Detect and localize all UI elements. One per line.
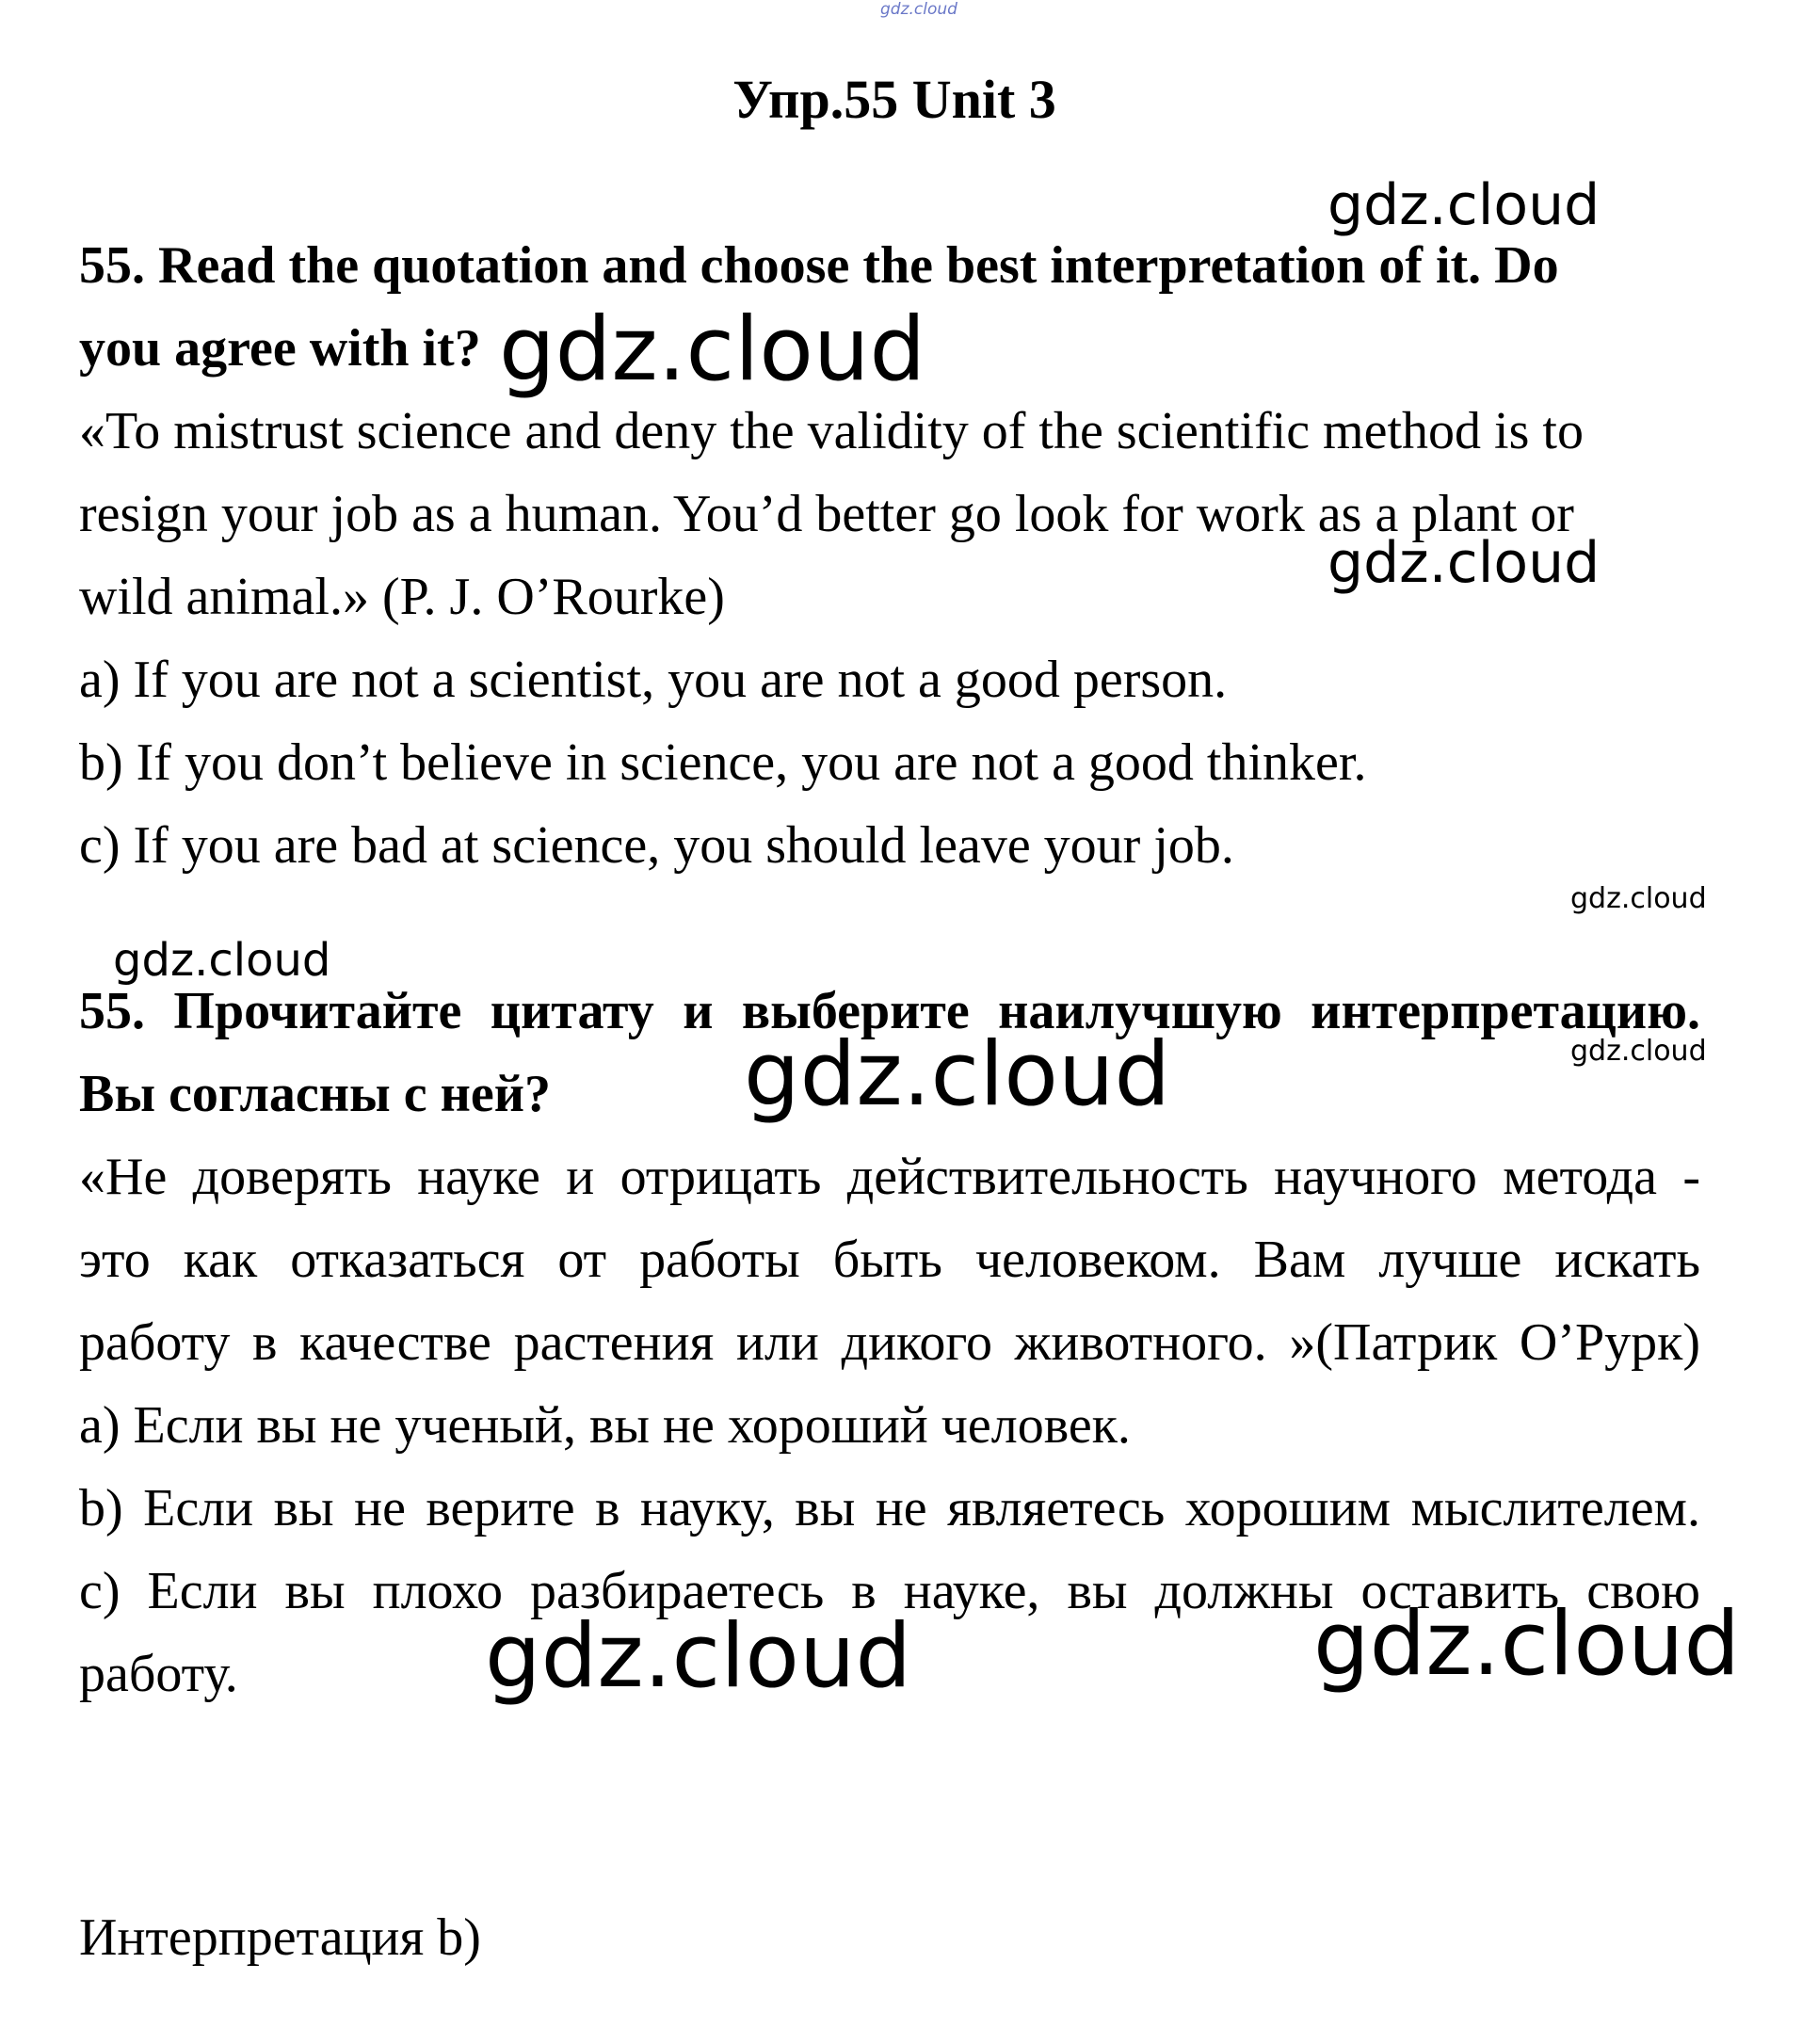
english-option-a: a) If you are not a scientist, you are not a good person. bbox=[79, 651, 1228, 709]
watermark-9: gdz.cloud bbox=[1313, 1593, 1741, 1696]
russian-quote-line-3: работу в качестве растения или дикого животного. »(Патрик О’Рурк) bbox=[79, 1313, 1700, 1372]
russian-option-c-line-1: c) Если вы плохо разбираетесь в науке, вы должны оставить свою bbox=[79, 1562, 1700, 1620]
russian-task-line-2: Вы согласны с ней? bbox=[79, 1065, 552, 1123]
russian-option-c-line-2: работу. bbox=[79, 1645, 238, 1703]
english-task-line-2: you agree with it? bbox=[79, 319, 481, 378]
russian-option-b: b) Если вы не верите в науку, вы не являетесь хорошим мыслителем. bbox=[79, 1479, 1700, 1537]
watermark-top: gdz.cloud bbox=[880, 0, 957, 19]
russian-quote-line-2: это как отказаться от работы быть человеком. Вам лучше искать bbox=[79, 1231, 1700, 1289]
watermark-4: gdz.cloud bbox=[1570, 882, 1707, 915]
watermark-7: gdz.cloud bbox=[744, 1023, 1171, 1126]
english-quote-line-1: «To mistrust science and deny the validity of the scientific method is to bbox=[79, 402, 1584, 460]
russian-task-line-1: 55. Прочитайте цитату и выберите наилучшую интерпретацию. bbox=[79, 982, 1700, 1040]
watermark-5: gdz.cloud bbox=[113, 934, 331, 987]
watermark-1: gdz.cloud bbox=[1327, 172, 1601, 238]
russian-option-a: a) Если вы не ученый, вы не хороший человек. bbox=[79, 1396, 1131, 1455]
watermark-3: gdz.cloud bbox=[1327, 530, 1601, 596]
english-option-b: b) If you don’t believe in science, you are not a good thinker. bbox=[79, 733, 1367, 792]
page-title: Упр.55 Unit 3 bbox=[732, 69, 1056, 130]
watermark-2: gdz.cloud bbox=[499, 298, 926, 401]
english-quote-line-3: wild animal.» (P. J. O’Rourke) bbox=[79, 568, 725, 626]
russian-quote-line-1: «Не доверять науке и отрицать действительность научного метода - bbox=[79, 1148, 1700, 1206]
english-option-c: c) If you are bad at science, you should leave your job. bbox=[79, 816, 1234, 875]
english-task-line-1: 55. Read the quotation and choose the best interpretation of it. Do bbox=[79, 236, 1559, 295]
english-quote-line-2: resign your job as a human. You’d better go look for work as a plant or bbox=[79, 485, 1574, 543]
answer-text: Интерпретация b) bbox=[79, 1908, 481, 1967]
watermark-6: gdz.cloud bbox=[1570, 1035, 1707, 1068]
watermark-8: gdz.cloud bbox=[485, 1605, 912, 1708]
